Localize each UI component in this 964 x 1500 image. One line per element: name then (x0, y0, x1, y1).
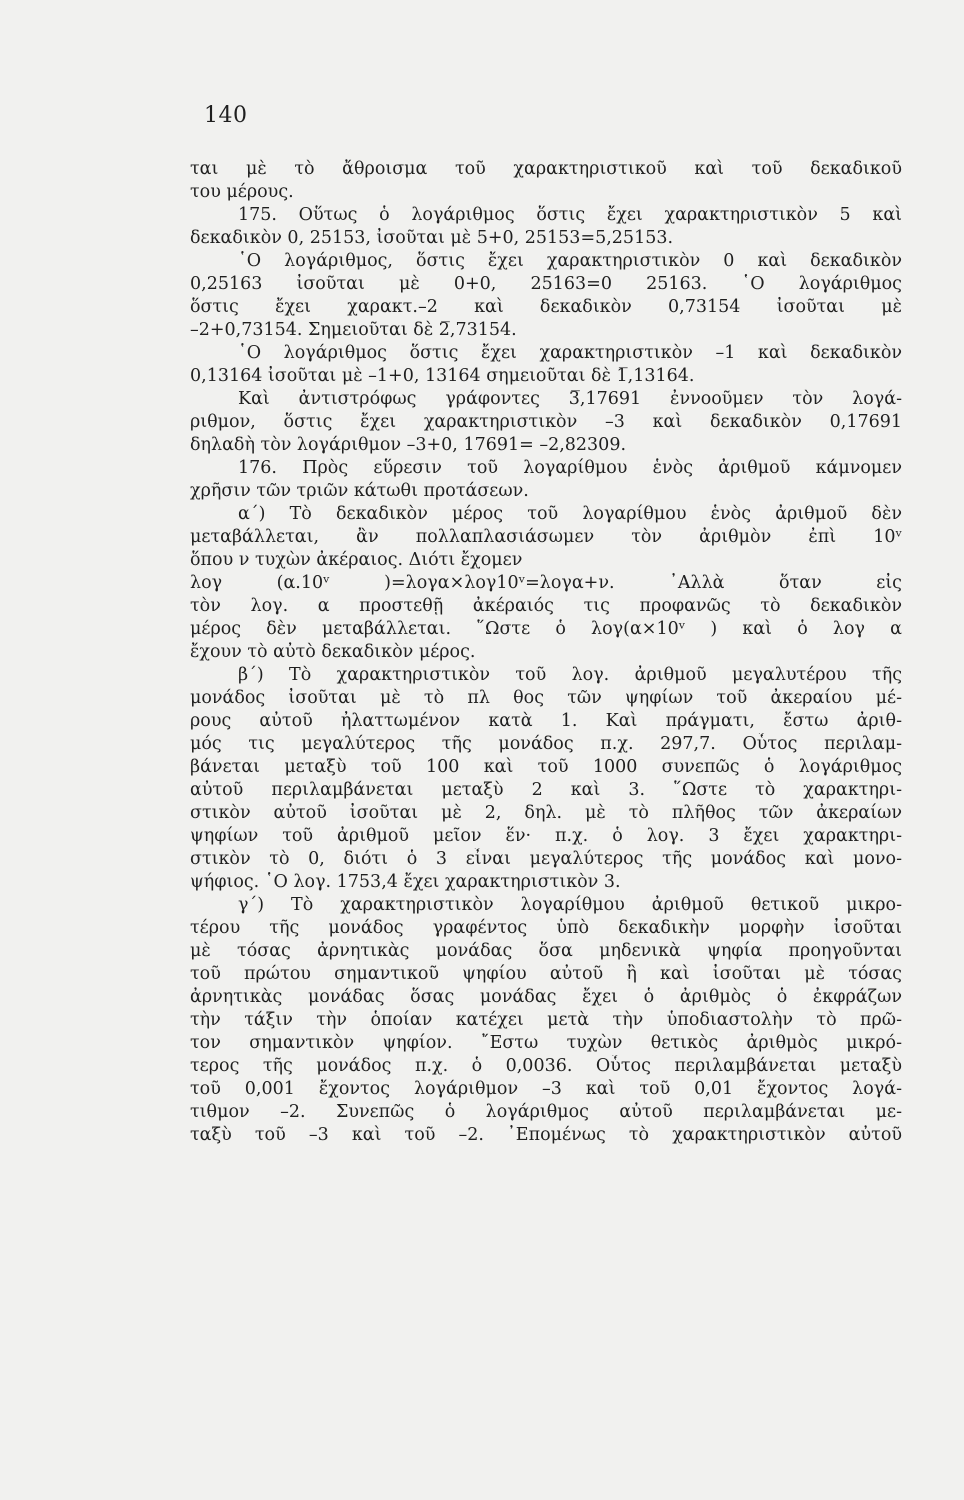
text-line: μὲ τόσας ἀρνητικὰς μονάδας ὅσα μηδενικὰ ψηφία προηγοῦνται (190, 941, 902, 961)
text-line: ταξὺ τοῦ –3 καὶ τοῦ –2. ᾿Επομένως τὸ χαρακτηριστικὸν αὐτοῦ (190, 1125, 902, 1145)
text-line: μέρος δὲν μεταβάλλεται. ῞Ωστε ὁ λογ(α×10ᵛ ) καὶ ὁ λογ α (190, 619, 902, 639)
text-line: α΄) Τὸ δεκαδικὸν μέρος τοῦ λογαρίθμου ἑνὸς ἀριθμοῦ δὲν (238, 504, 902, 524)
text-line: ὅπου ν τυχὼν ἀκέραιος. Διότι ἔχομεν (190, 550, 523, 570)
text-line: γ΄) Τὸ χαρακτηριστικὸν λογαρίθμου ἀριθμοῦ θετικοῦ μικρο- (238, 895, 902, 915)
text-line: τιθμον –2. Συνεπῶς ὁ λογάριθμος αὐτοῦ περιλαμβάνεται με- (190, 1102, 902, 1122)
text-line: Καὶ ἀντιστρόφως γράφοντες 3̅,17691 ἐννοοῦμεν τὸν λογά- (238, 389, 902, 409)
body-text (190, 158, 902, 1147)
text-line: χρῆσιν τῶν τριῶν κάτωθι προτάσεων. (190, 481, 529, 501)
text-line: τὸν λογ. α προστεθῇ ἀκέραιός τις προφανῶς τὸ δεκαδικὸν (190, 596, 902, 616)
text-line: λογ (α.10ᵛ )=λογα×λογ10ᵛ=λογα+ν. ᾿Αλλὰ ὅταν εἰς (190, 573, 902, 593)
text-line: αὐτοῦ περιλαμβάνεται μεταξὺ 2 καὶ 3. ῞Ωστε τὸ χαρακτηρι- (190, 780, 902, 800)
text-line: τοῦ 0,001 ἔχοντος λογάριθμον –3 καὶ τοῦ 0,01 ἔχοντος λογά- (190, 1079, 902, 1099)
text-line: β΄) Τὸ χαρακτηριστικὸν τοῦ λογ. ἀριθμοῦ μεγαλυτέρου τῆς (238, 665, 902, 685)
text-line: ῾Ο λογάριθμος, ὅστις ἔχει χαρακτηριστικὸν 0 καὶ δεκαδικὸν (238, 251, 902, 271)
text-line: δεκαδικὸν 0, 25153, ἰσοῦται μὲ 5+0, 25153=5,25153. (190, 228, 674, 248)
text-line: ριθμον, ὅστις ἔχει χαρακτηριστικὸν –3 καὶ δεκαδικὸν 0,17691 (190, 412, 902, 432)
text-line: τὴν τάξιν τὴν ὁποίαν κατέχει μετὰ τὴν ὑποδιαστολὴν τὸ πρῶ- (190, 1010, 902, 1030)
text-line: τοῦ πρώτου σημαντικοῦ ψηφίου αὐτοῦ ἢ καὶ ἰσοῦται μὲ τόσας (190, 964, 902, 984)
text-line: ται μὲ τὸ ἄθροισμα τοῦ χαρακτηριστικοῦ καὶ τοῦ δεκαδικοῦ (190, 159, 902, 179)
text-line: ψήφιος. ῾Ο λογ. 1753,4 ἔχει χαρακτηριστικὸν 3. (190, 872, 621, 892)
text-line: τέρου τῆς μονάδος γραφέντος ὑπὸ δεκαδικὴν μορφὴν ἰσοῦται (190, 918, 902, 938)
text-line: μονάδος ἰσοῦται μὲ τὸ πλ θος τῶν ψηφίων τοῦ ἀκεραίου μέ- (190, 688, 902, 708)
text-line: 175. Οὕτως ὁ λογάριθμος ὅστις ἔχει χαρακτηριστικὸν 5 καὶ (238, 205, 902, 225)
text-line: ἀρνητικὰς μονάδας ὅσας μονάδας ἔχει ὁ ἀριθμὸς ὁ ἐκφράζων (190, 987, 902, 1007)
text-line: δηλαδὴ τὸν λογάριθμον –3+0, 17691= –2,82309. (190, 435, 627, 455)
text-line: στικὸν τὸ 0, διότι ὁ 3 εἶναι μεγαλύτερος τῆς μονάδος καὶ μονο- (190, 849, 902, 869)
text-line: στικὸν αὐτοῦ ἰσοῦται μὲ 2, δηλ. μὲ τὸ πλῆθος τῶν ἀκεραίων (190, 803, 902, 823)
text-line: ῾Ο λογάριθμος ὅστις ἔχει χαρακτηριστικὸν –1 καὶ δεκαδικὸν (238, 343, 902, 363)
text-line: ψηφίων τοῦ ἀριθμοῦ μεῖον ἕν· π.χ. ὁ λογ. 3 ἔχει χαρακτηρι- (190, 826, 902, 846)
text-line: –2+0,73154. Σημειοῦται δὲ 2̅,73154. (190, 320, 517, 340)
text-line: ἔχουν τὸ αὐτὸ δεκαδικὸν μέρος. (190, 642, 476, 662)
text-line: μός τις μεγαλύτερος τῆς μονάδος π.χ. 297,7. Οὗτος περιλαμ- (190, 734, 902, 754)
text-line: βάνεται μεταξὺ τοῦ 100 καὶ τοῦ 1000 συνεπῶς ὁ λογάριθμος (190, 757, 902, 777)
text-line: μεταβάλλεται, ἂν πολλαπλασιάσωμεν τὸν ἀριθμὸν ἐπὶ 10ᵛ (190, 527, 902, 547)
text-line: 0,25163 ἰσοῦται μὲ 0+0, 25163=0 25163. ῾Ο λογάριθμος (190, 274, 902, 294)
text-line: του μέρους. (190, 182, 294, 202)
text-line: τερος τῆς μονάδος π.χ. ὁ 0,0036. Οὗτος περιλαμβάνεται μεταξὺ (190, 1056, 902, 1076)
text-line: 0,13164 ἰσοῦται μὲ –1+0, 13164 σημειοῦται δὲ 1̅,13164. (190, 366, 695, 386)
text-line: τον σημαντικὸν ψηφίον. ῎Εστω τυχὼν θετικὸς ἀριθμὸς μικρό- (190, 1033, 902, 1053)
page-number: 140 (204, 103, 248, 128)
text-line: 176. Πρὸς εὕρεσιν τοῦ λογαρίθμου ἑνὸς ἀριθμοῦ κάμνομεν (238, 458, 902, 478)
text-line: ὅστις ἔχει χαρακτ.–2 καὶ δεκαδικὸν 0,73154 ἰσοῦται μὲ (190, 297, 902, 317)
text-line: ρους αὐτοῦ ἠλαττωμένον κατὰ 1. Καὶ πράγματι, ἔστω ἀριθ- (190, 711, 902, 731)
